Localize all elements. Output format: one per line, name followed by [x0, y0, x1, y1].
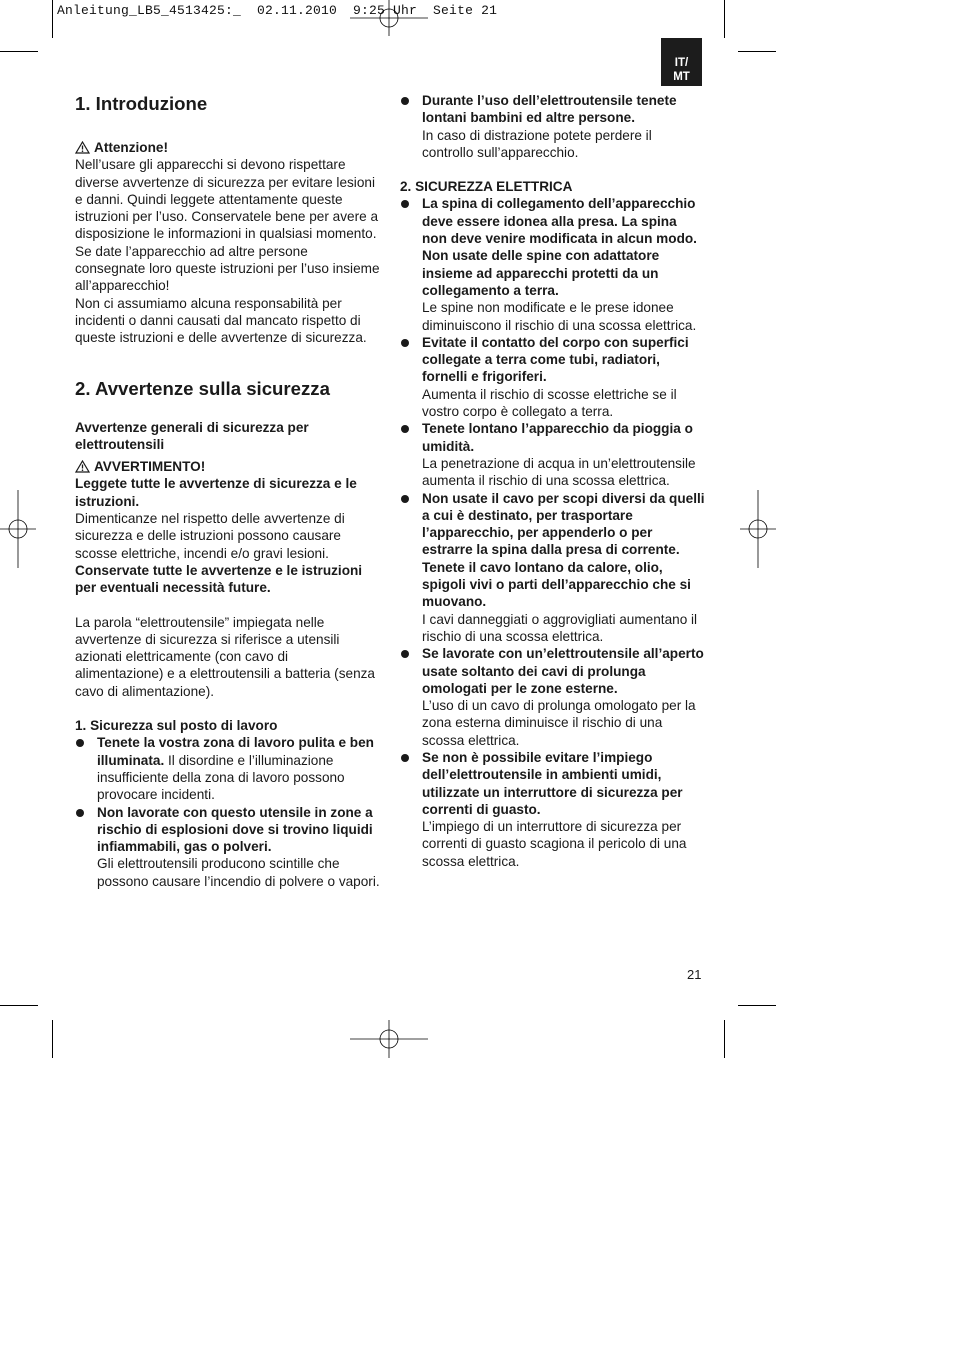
bullet-icon [401, 495, 409, 503]
page-number: 21 [687, 967, 702, 982]
print-slug: Anleitung_LB5_4513425:_ 02.11.2010 9:25 Uhr Seite 21 [57, 3, 498, 18]
bullet-icon [401, 97, 409, 105]
keep-instructions-text: Conservate tutte le avvertenze e le istruzioni per eventuali necessità future. [75, 562, 363, 596]
bullet-icon [76, 739, 84, 747]
warning-text: Dimenticanze nel rispetto delle avvertenze di sicurezza e delle istruzioni possono causare scosse elettriche, incendi e/o gravi lesioni. [75, 511, 345, 561]
list-item [75, 804, 380, 890]
warning-heading [75, 458, 380, 475]
registration-mark-icon [350, 0, 428, 36]
item-bold-text: Non lavorate con questo utensile in zone a rischio di esplosioni dove si trovino liquidi infiammabili, gas o polveri. [97, 804, 373, 855]
registration-mark-icon [350, 1020, 428, 1058]
trim-mark [738, 51, 776, 52]
item-bold-text: Tenete lontano l’apparecchio da pioggia o umidità. [422, 421, 693, 454]
list-item [400, 490, 705, 646]
left-column [75, 92, 380, 890]
section-heading-introduction: 1. Introduzione [75, 93, 208, 114]
warning-bold-text: Leggete tutte le avvertenze di sicurezza e le istruzioni. [75, 476, 357, 509]
bullet-icon [401, 425, 409, 433]
item-text: Le spine non modificate e le prese idonee diminuiscono il rischio di una scossa elettrica. [422, 300, 697, 333]
item-text: I cavi danneggiati o aggrovigliati aumentano il rischio di una scossa elettrica. [422, 611, 698, 644]
item-bold-text: Durante l’uso dell’elettroutensile tenete lontani bambini ed altre persone. [422, 93, 677, 126]
trim-mark [724, 0, 725, 38]
bullet-icon [401, 650, 409, 658]
workplace-safety-heading: 1. Sicurezza sul posto di lavoro [75, 718, 278, 734]
trim-mark [738, 1005, 776, 1006]
list-item [400, 334, 705, 420]
warning-label: AVVERTIMENTO! [94, 459, 206, 475]
trim-mark [0, 1005, 38, 1006]
bullet-icon [401, 200, 409, 208]
item-text: Il disordine e l’illuminazione insufficiente della zona di lavoro possono provocare incidenti. [97, 752, 345, 803]
language-tab-line: MT [673, 71, 690, 83]
item-text: Gli elettroutensili producono scintille che possono causare l’incendio di polvere o vapori. [97, 856, 380, 889]
item-text: La penetrazione di acqua in un’elettroutensile aumenta il rischio di una scossa elettrica. [422, 455, 696, 489]
registration-mark-icon [0, 490, 36, 568]
item-bold-text: Non usate il cavo per scopi diversi da quelli a cui è destinato, per trasportare l’apparecchio, per appenderlo o per estrarre la spina dalla presa di corrente. Tenete il cavo lontano da calore, olio, spigoli vivi o parti dell’apparecchio che si muovano. [422, 490, 705, 610]
warning-triangle-icon [75, 141, 90, 154]
trim-mark [52, 1020, 53, 1058]
item-text: Aumenta il rischio di scosse elettriche se il vostro corpo è collegato a terra. [422, 386, 677, 420]
section-heading-safety: 2. Avvertenze sulla sicurezza [75, 377, 330, 399]
attention-label: Attenzione! [94, 140, 169, 155]
term-definition-paragraph: La parola “elettroutensile” impiegata nelle avvertenze di sicurezza si riferisce a utensili azionati elettricamente (con cavo di alimentazione) e a elettroutensili a batteria (senza cavo di alimentazione). [75, 614, 375, 699]
item-bold-text: Se lavorate con un’elettroutensile all’aperto usate soltanto dei cavi di prolunga omologati per le zone esterne. [422, 646, 704, 696]
list-item [400, 420, 705, 489]
list-item [400, 749, 705, 870]
bullet-icon [401, 754, 409, 762]
trim-mark [724, 1020, 725, 1058]
item-bold-text: Evitate il contatto del corpo con superfici collegate a terra come tubi, radiatori, fornelli e frigoriferi. [422, 334, 689, 385]
bullet-icon [401, 339, 409, 347]
bullet-icon [76, 809, 84, 817]
intro-paragraph: Non ci assumiamo alcuna responsabilità per incidenti o danni causati dal mancato rispetto di queste istruzioni e delle avvertenze di sicurezza. [75, 295, 367, 346]
language-tab-line: IT/ [674, 57, 689, 69]
list-item [400, 645, 705, 749]
item-text: L’impiego di un interruttore di sicurezza per correnti di guasto scagiona il pericolo di una scossa elettrica. [422, 819, 687, 869]
trim-mark [52, 0, 53, 38]
item-text: In caso di distrazione potete perdere il controllo sull’apparecchio. [422, 127, 652, 160]
item-text: L’uso di un cavo di prolunga omologato per la zona esterna diminuisce il rischio di una scossa elettrica. [422, 698, 696, 748]
item-bold-text: Se non è possibile evitare l’impiego dell’elettroutensile in ambienti umidi, utilizzate un interruttore di sicurezza per correnti di guasto. [422, 749, 683, 817]
right-column [400, 92, 705, 870]
electrical-safety-heading: 2. SICUREZZA ELETTRICA [400, 179, 573, 195]
registration-mark-icon [740, 490, 776, 568]
list-item [400, 195, 705, 333]
item-bold-text: La spina di collegamento dell’apparecchio deve essere idonea alla presa. La spina non deve venire modificata in alcun modo. Non usate delle spine con adattatore insieme ad apparecchi protetti da un collegamento a terra. [422, 196, 697, 298]
list-item [400, 92, 705, 161]
language-tab [661, 38, 702, 86]
attention-heading [75, 139, 380, 156]
list-item [75, 734, 380, 803]
warning-triangle-icon [75, 460, 90, 473]
general-warnings-heading: Avvertenze generali di sicurezza per elettroutensili [75, 419, 309, 452]
item-bold-text: Tenete la vostra zona di lavoro pulita e ben illuminata. [97, 735, 374, 768]
trim-mark [0, 51, 38, 52]
intro-paragraph: Nell’usare gli apparecchi si devono rispettare diverse avvertenze di sicurezza per evitare lesioni e danni. Quindi leggete attentamente queste istruzioni per l’uso. Conservatele bene per avere a disposizione le informazioni in qualsiasi momento. Se date l’apparecchio ad altre persone consegnate loro queste istruzioni per l’uso insieme all’apparecchio! [75, 157, 380, 294]
